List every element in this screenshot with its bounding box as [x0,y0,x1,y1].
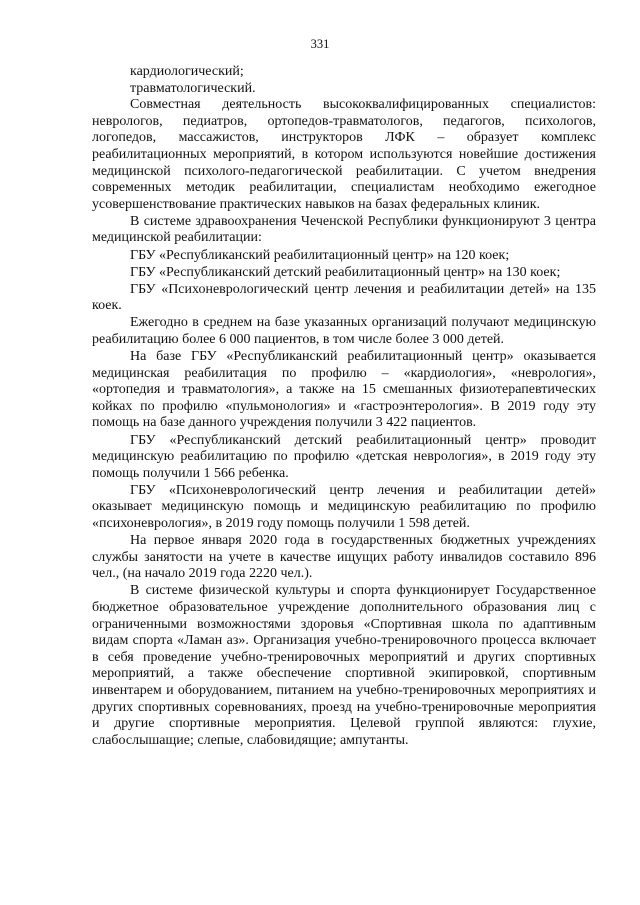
paragraph-employment: На первое января 2020 года в государственных бюджетных учреждениях службы занятости на учете в качестве ищущих работу инвалидов составило 896 чел., (на начало 2019 года 2220 чел.). [92,533,596,582]
list-item-rehab-center: ГБУ «Республиканский реабилитационный центр» на 120 коек; [130,247,510,263]
paragraph-rehab-centers-intro: В системе здравоохранения Чеченской Республики функционируют 3 центра медицинской реабилитации: [92,213,596,246]
paragraph-sports-school: В системе физической культуры и спорта функционирует Государственное бюджетное образовательное учреждение дополнительного образования лиц с ограниченными возможностями здоровья «Спортивная школа по адаптивным видам спорта «Ламан аз». Организация учебно-тренировочного процесса включает в себя проведение учебно-тренировочных мероприятий и других спортивных мероприятий, а также обеспечение спортивной экипировкой, спортивным инвентарем и оборудованием, питанием на учебно-тренировочных мероприятиях и других спортивных соревнованиях, проезд на учебно-тренировочные мероприятия и другие спортивные мероприятия. Целевой группой являются: глухие, слабослышащие; слепые, слабовидящие; ампутанты. [92,583,596,748]
list-item-cardiology: кардиологический; [130,64,244,79]
paragraph-specialists: Совместная деятельность высококвалифицированных специалистов: неврологов, педиатров, ортопедов-травматологов, педагогов, психологов, логопедов, массажистов, инструкторов ЛФК – образует комплекс реабилитационных мероприятий, в котором используются новейшие достижения медицинской психолого-педагогической реабилитации. С учетом внедрения современных методик реабилитации, специалистам необходимо ежегодное усовершенствование практических навыков на базах федеральных клиник. [92,97,596,212]
document-body [92,64,596,749]
paragraph-rehab-center-profile: На базе ГБУ «Республиканский реабилитационный центр» оказывается медицинская реабилитация по профилю – «кардиология», «неврология», «ортопедия и травматология», а также на 15 смешанных физиотерапевтических койках по профилю «пульмонология» и «гастроэнтерология». В 2019 году эту помощь на базе данного учреждения получили 3 422 пациентов. [92,349,596,431]
list-item-children-rehab-center: ГБУ «Республиканский детский реабилитационный центр» на 130 коек; [130,264,561,280]
page-number: 331 [310,37,330,51]
paragraph-children-center-profile: ГБУ «Республиканский детский реабилитационный центр» проводит медицинскую реабилитацию по профилю «детская неврология», в 2019 году эту помощь получили 1 566 ребенка. [92,432,596,481]
paragraph-psychoneuro-profile: ГБУ «Психоневрологический центр лечения и реабилитации детей» оказывает медицинскую помощь и медицинскую реабилитацию по профилю «психоневрология», в 2019 году помощь получили 1 598 детей. [92,482,596,532]
list-item-traumatology: травматологический. [130,80,256,96]
list-item-psychoneuro-center: ГБУ «Психоневрологический центр лечения и реабилитации детей» на 135 коек. [92,281,596,314]
paragraph-annual-patients: Ежегодно в среднем на базе указанных организаций получают медицинскую реабилитацию более 6 000 пациентов, в том числе более 3 000 детей. [92,315,596,347]
